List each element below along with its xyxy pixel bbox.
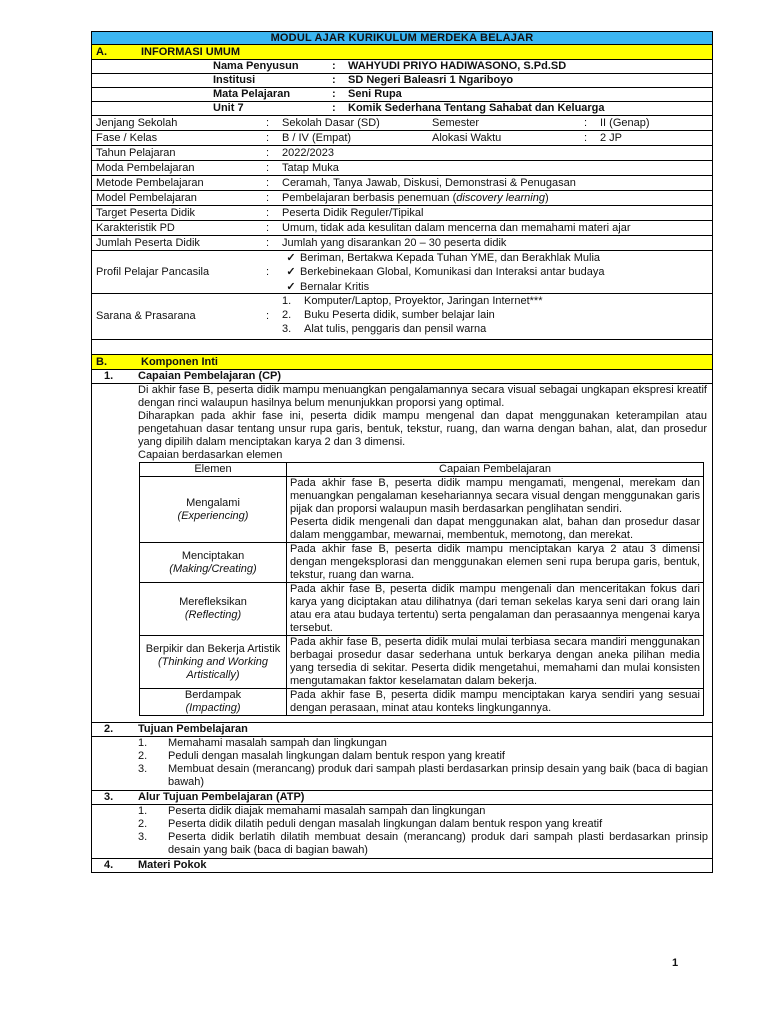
colon: : bbox=[584, 132, 588, 144]
meta-row-sarana bbox=[91, 294, 713, 340]
table-row bbox=[140, 583, 704, 636]
list-number: 3. bbox=[138, 763, 148, 775]
meta-row-profil bbox=[91, 251, 713, 294]
element-desc: Peserta didik mengenali dan dapat menggunakan alat, bahan dan prosedur dasar dalam menggambar, mewarnai, membentuk, memotong, dan merekat. bbox=[290, 516, 700, 541]
meta-value: 2 JP bbox=[600, 132, 623, 144]
element-name-en: (Thinking and Working Artistically) bbox=[157, 655, 269, 681]
element-cell bbox=[140, 543, 287, 583]
section-label: Materi Pokok bbox=[138, 859, 207, 871]
list-item bbox=[92, 805, 712, 818]
info-row-unit bbox=[91, 102, 713, 116]
meta-label: Karakteristik PD bbox=[96, 222, 175, 234]
desc-cell: Pada akhir fase B, peserta didik mampu mengenali dan menceritakan fokus dari karya yang diciptakan atau dilihatnya (dari teman sekelas karya seni dari orang lain atau era atau budaya tertentu) serta pengalaman dan perasaannya mengenai karya tersebut. bbox=[287, 583, 704, 636]
table-row bbox=[140, 636, 704, 689]
list-number: 3. bbox=[138, 831, 148, 843]
sarana-item: Komputer/Laptop, Proyektor, Jaringan Internet*** bbox=[304, 295, 543, 307]
list-text: Peserta didik berlatih dilatih membuat desain (merancang) produk dari sampah plasti berdasarkan prinsip desain yang baik (baca di bagian bawah) bbox=[168, 831, 708, 856]
list-item bbox=[92, 831, 712, 857]
colon: : bbox=[266, 132, 270, 144]
meta-label: Tahun Pelajaran bbox=[96, 147, 176, 159]
table-row bbox=[140, 689, 704, 716]
list-text: Peserta didik dilatih peduli dengan masalah lingkungan dalam bentuk respon yang kreatif bbox=[168, 818, 603, 830]
meta-label: Metode Pembelajaran bbox=[96, 177, 204, 189]
info-value: WAHYUDI PRIYO HADIWASONO, S.Pd.SD bbox=[348, 60, 567, 72]
meta-value: Sekolah Dasar (SD) bbox=[282, 117, 380, 129]
section-b-label: Komponen Inti bbox=[141, 356, 218, 368]
meta-label: Sarana & Prasarana bbox=[96, 310, 196, 322]
section-b-header bbox=[91, 355, 713, 370]
meta-row-fase bbox=[91, 131, 713, 146]
list-text: Membuat desain (merancang) produk dari sampah plasti berdasarkan prinsip desain yang baik (baca di bagian bawah) bbox=[168, 763, 708, 788]
list-item bbox=[92, 763, 712, 789]
atp-header bbox=[91, 791, 713, 805]
meta-value: B / IV (Empat) bbox=[282, 132, 352, 144]
profil-item: Berkebinekaan Global, Komunikasi dan Interaksi antar budaya bbox=[300, 266, 605, 278]
colon: : bbox=[266, 192, 270, 204]
sarana-list bbox=[278, 294, 712, 339]
meta-value: II (Genap) bbox=[600, 117, 650, 129]
colon: : bbox=[332, 74, 336, 86]
desc-cell: Pada akhir fase B, peserta didik mampu menciptakan karya 2 atau 3 dimensi dengan mengeksplorasi dan menggunakan elemen seni rupa berupa garis, bentuk, tekstur, ruang dan warna. bbox=[287, 543, 704, 583]
list-number: 1. bbox=[138, 805, 148, 817]
section-a-letter: A. bbox=[96, 46, 107, 58]
meta-row-jumlah bbox=[91, 236, 713, 251]
column-header: Elemen bbox=[140, 463, 287, 477]
meta-row-karakteristik bbox=[91, 221, 713, 236]
cp-header bbox=[91, 370, 713, 384]
element-cell bbox=[140, 583, 287, 636]
info-row-institusi bbox=[91, 74, 713, 88]
profil-item: Beriman, Bertakwa Kepada Tuhan YME, dan Berakhlak Mulia bbox=[300, 251, 601, 264]
document-title: MODUL AJAR KURIKULUM MERDEKA BELAJAR bbox=[91, 31, 713, 45]
element-name: Berpikir dan Bekerja Artistik bbox=[145, 642, 281, 655]
list-text: Peserta didik diajak memahami masalah sampah dan lingkungan bbox=[168, 805, 486, 817]
colon: : bbox=[332, 60, 336, 72]
list-text: Memahami masalah sampah dan lingkungan bbox=[168, 737, 387, 749]
meta-value-text: ) bbox=[544, 192, 549, 204]
list-number: 3. bbox=[282, 323, 292, 335]
element-name-en: (Impacting) bbox=[185, 702, 241, 714]
list-text: Peduli dengan masalah lingkungan dalam bentuk respon yang kreatif bbox=[168, 750, 505, 762]
meta-label: Alokasi Waktu bbox=[432, 132, 502, 144]
column-header: Capaian Pembelajaran bbox=[287, 463, 704, 477]
cp-body bbox=[91, 384, 713, 723]
list-item bbox=[92, 818, 712, 831]
page-number: 1 bbox=[672, 957, 679, 969]
tujuan-list bbox=[91, 737, 713, 791]
meta-row-model bbox=[91, 191, 713, 206]
meta-value: Jumlah yang disarankan 20 – 30 peserta didik bbox=[282, 237, 507, 249]
sarana-item: Buku Peserta didik, sumber belajar lain bbox=[304, 309, 495, 321]
section-number: 1. bbox=[104, 370, 114, 382]
element-name-en: (Experiencing) bbox=[177, 509, 249, 522]
meta-value-text: Pembelajaran berbasis penemuan ( bbox=[282, 192, 457, 204]
colon: : bbox=[266, 310, 270, 322]
meta-value: Ceramah, Tanya Jawab, Diskusi, Demonstrasi & Penugasan bbox=[282, 177, 576, 189]
section-number: 4. bbox=[104, 859, 114, 871]
info-label: Institusi bbox=[213, 74, 256, 86]
list-number: 1. bbox=[138, 737, 148, 749]
meta-label: Target Peserta Didik bbox=[96, 207, 196, 219]
list-number: 2. bbox=[138, 750, 148, 762]
element-name: Menciptakan bbox=[181, 549, 245, 562]
meta-label: Profil Pelajar Pancasila bbox=[96, 265, 210, 278]
atp-list bbox=[91, 805, 713, 859]
element-cell bbox=[140, 689, 287, 716]
materi-header bbox=[91, 859, 713, 873]
meta-label: Semester bbox=[432, 117, 480, 129]
desc-cell: Pada akhir fase B, peserta didik mampu menciptakan karya sendiri yang sesuai dengan perasaan, minat atau konteks lingkungannya. bbox=[287, 689, 704, 716]
table-row bbox=[140, 543, 704, 583]
sarana-item: Alat tulis, penggaris dan pensil warna bbox=[304, 323, 487, 335]
spacer-row bbox=[91, 340, 713, 355]
element-name: Merefleksikan bbox=[179, 596, 247, 608]
section-b-letter: B. bbox=[96, 356, 107, 368]
desc-cell: Pada akhir fase B, peserta didik mulai mulai terbiasa secara mandiri menggunakan berbagai prosedur dasar sederhana untuk berkarya dengan aneka pilihan media yang tersedia di sekitar. Peserta didik mengetahui, memahami dan mulai konsisten mengutamakan faktor keselamatan dalam bekerja. bbox=[287, 636, 704, 689]
meta-label: Jumlah Peserta Didik bbox=[96, 237, 200, 249]
element-cell bbox=[140, 636, 287, 689]
section-label: Tujuan Pembelajaran bbox=[138, 723, 248, 735]
colon: : bbox=[266, 207, 270, 219]
info-label: Mata Pelajaran bbox=[213, 88, 291, 100]
meta-label: Fase / Kelas bbox=[96, 132, 158, 144]
meta-row-target bbox=[91, 206, 713, 221]
meta-label: Model Pembelajaran bbox=[96, 192, 197, 204]
meta-row-jenjang bbox=[91, 116, 713, 131]
info-value: Seni Rupa bbox=[348, 88, 402, 100]
element-desc: Pada akhir fase B, peserta didik mampu mengamati, mengenal, merekam dan menuangkan pengalaman kesehariannya secara visual dengan menggunakan garis pijak dan proporsi walaupun masih berdasarkan penglihatan sendiri. bbox=[290, 477, 700, 515]
meta-value: Peserta Didik Reguler/Tipikal bbox=[282, 207, 424, 219]
module-document bbox=[91, 31, 713, 873]
section-number: 3. bbox=[104, 791, 114, 803]
element-name-en: (Making/Creating) bbox=[169, 562, 257, 575]
check-icon: ✓ bbox=[286, 280, 296, 293]
element-name-en: (Reflecting) bbox=[184, 609, 242, 621]
section-a-label: INFORMASI UMUM bbox=[141, 46, 240, 58]
section-label: Capaian Pembelajaran (CP) bbox=[138, 370, 282, 382]
info-value: SD Negeri Baleasri 1 Ngariboyo bbox=[348, 74, 514, 86]
colon: : bbox=[332, 88, 336, 100]
info-label: Nama Penyusun bbox=[213, 60, 299, 72]
meta-value bbox=[282, 191, 712, 205]
meta-value: Umum, tidak ada kesulitan dalam mencerna dan memahami materi ajar bbox=[282, 222, 631, 234]
section-label: Alur Tujuan Pembelajaran (ATP) bbox=[138, 791, 305, 803]
table-row bbox=[140, 477, 704, 543]
element-cell bbox=[140, 477, 287, 543]
element-name: Berdampak bbox=[184, 689, 242, 701]
list-item bbox=[92, 737, 712, 750]
meta-label: Jenjang Sekolah bbox=[96, 117, 178, 129]
info-label: Unit 7 bbox=[213, 102, 244, 114]
colon: : bbox=[332, 102, 336, 114]
colon: : bbox=[266, 265, 270, 278]
meta-row-moda bbox=[91, 161, 713, 176]
table-header-row bbox=[140, 463, 704, 477]
cp-paragraph: Diharapkan pada akhir fase ini, peserta didik mampu mengenal dan dapat menggunakan keterampilan atau pengetahuan dasar tentang unsur rupa garis, bentuk, tekstur, ruang, dan warna dengan bahan, alat, dan prosedur yang dipilih dalam menciptakan karya 2 dan 3 dimensi. bbox=[138, 410, 707, 448]
meta-row-tahun bbox=[91, 146, 713, 161]
colon: : bbox=[266, 117, 270, 129]
meta-value-italic: discovery learning bbox=[456, 192, 545, 204]
meta-value: Tatap Muka bbox=[282, 162, 339, 174]
colon: : bbox=[266, 162, 270, 174]
info-row-penyusun bbox=[91, 60, 713, 74]
colon: : bbox=[584, 117, 588, 129]
list-number: 2. bbox=[282, 309, 292, 321]
colon: : bbox=[266, 237, 270, 249]
meta-value: 2022/2023 bbox=[282, 147, 334, 159]
list-number: 1. bbox=[282, 295, 292, 307]
cp-caption: Capaian berdasarkan elemen bbox=[138, 449, 283, 461]
element-name: Mengalami bbox=[186, 496, 240, 509]
colon: : bbox=[266, 147, 270, 159]
list-item bbox=[92, 750, 712, 763]
check-icon: ✓ bbox=[286, 251, 296, 264]
desc-cell bbox=[287, 477, 704, 543]
section-number: 2. bbox=[104, 723, 114, 735]
cp-element-table bbox=[139, 462, 704, 716]
profil-list bbox=[282, 251, 712, 293]
info-row-mapel bbox=[91, 88, 713, 102]
cp-paragraph: Di akhir fase B, peserta didik mampu menuangkan pengalamannya secara visual sebagai ungkapan ekspresi kreatif dengan rinci walaupun hasilnya belum menunjukkan proporsi yang optimal. bbox=[138, 384, 707, 409]
meta-label: Moda Pembelajaran bbox=[96, 162, 195, 174]
meta-row-metode bbox=[91, 176, 713, 191]
section-a-header bbox=[91, 45, 713, 60]
colon: : bbox=[266, 222, 270, 234]
info-value: Komik Sederhana Tentang Sahabat dan Keluarga bbox=[348, 102, 605, 114]
profil-item: Bernalar Kritis bbox=[300, 280, 370, 293]
check-icon: ✓ bbox=[286, 266, 296, 278]
tujuan-header bbox=[91, 723, 713, 737]
list-number: 2. bbox=[138, 818, 148, 830]
colon: : bbox=[266, 177, 270, 189]
